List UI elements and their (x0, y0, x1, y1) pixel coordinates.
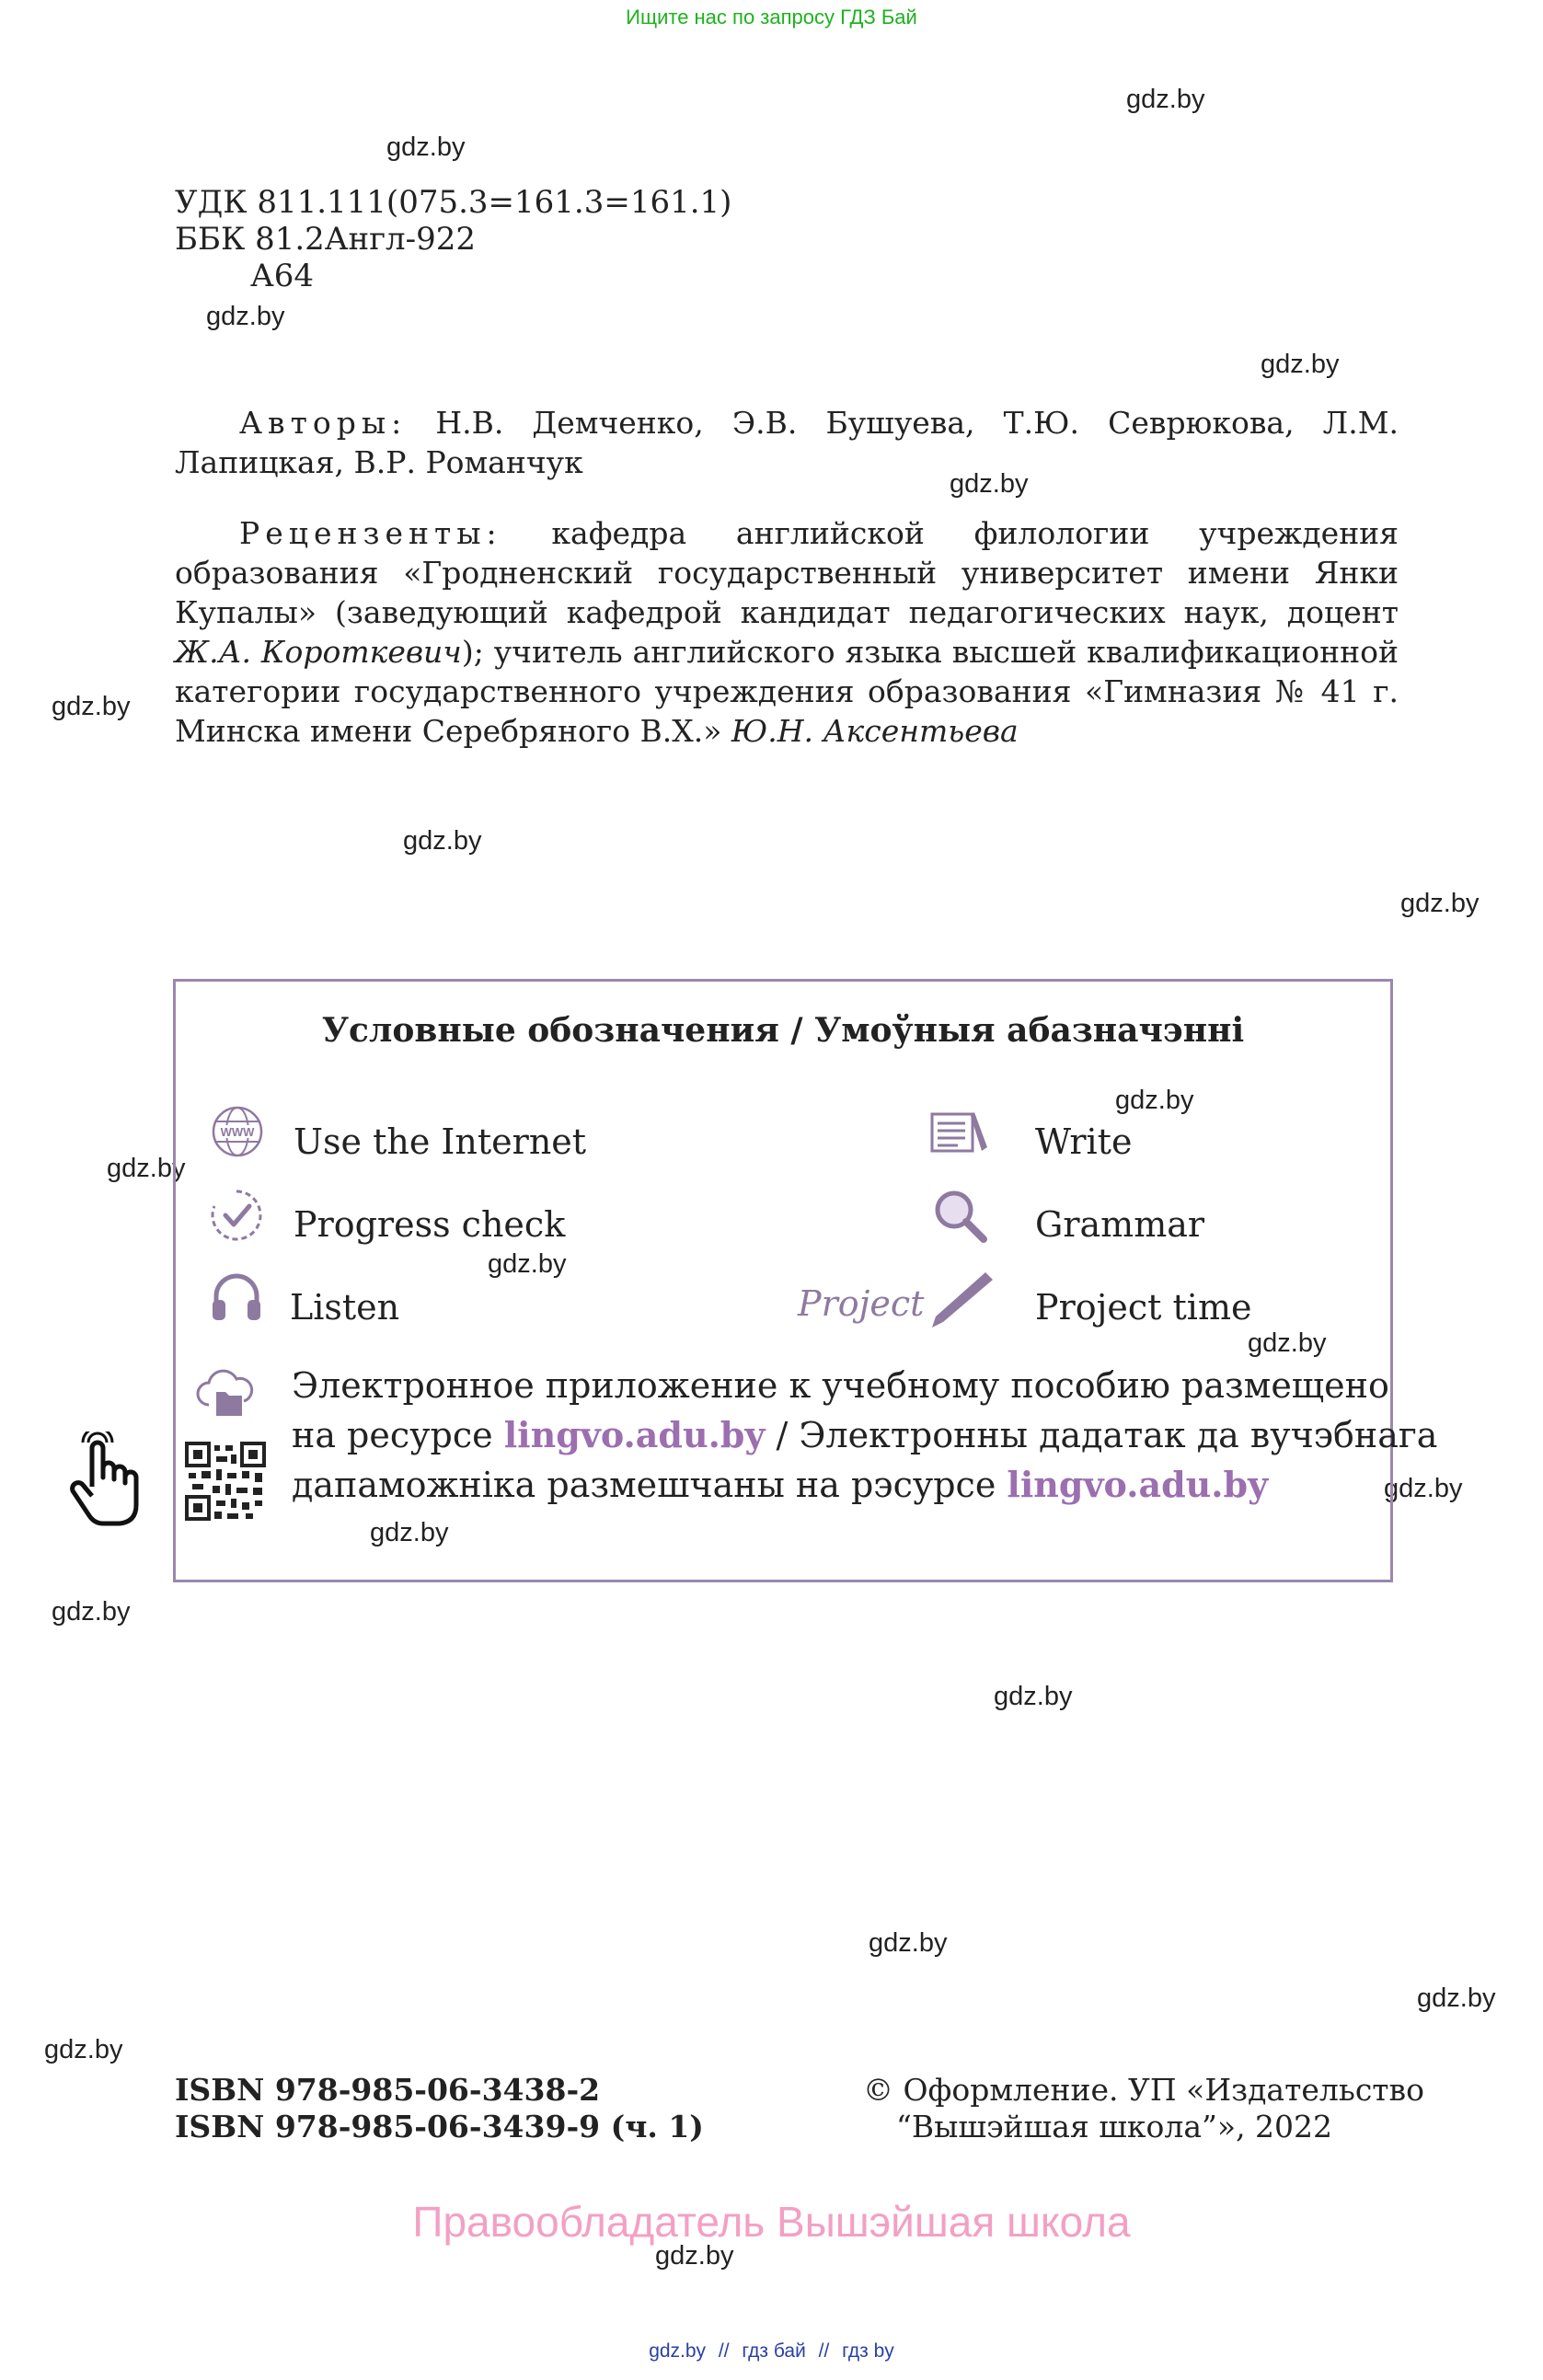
cloud-folder-icon (194, 1368, 257, 1420)
udk-code: УДК 811.111(075.3=161.3=161.1) (175, 184, 732, 221)
progress-check-icon (209, 1188, 264, 1243)
legend-label-internet: Use the Internet (294, 1121, 587, 1162)
watermark: gdz.by (52, 692, 131, 721)
watermark: gdz.by (1115, 1086, 1194, 1115)
headphones-icon (209, 1270, 264, 1326)
legend-title: Условные обозначения / Умоўныя абазначэнні (321, 1011, 1245, 1050)
rights-owner: Правообладатель Вышэйшая школа (412, 2198, 1131, 2246)
watermark: gdz.by (370, 1518, 449, 1547)
watermark: gdz.by (403, 826, 482, 856)
watermark: gdz.by (206, 302, 285, 331)
project-pen-icon (798, 1263, 1000, 1337)
footer-separator: // (818, 2340, 830, 2362)
reviewers-text-1: кафедра английской филологии учреждения образования «Гродненский государственный университет имени Янки Купалы» (заведующий кафедрой кандидат педагогических наук, доцент (175, 515, 1399, 630)
watermark: gdz.by (994, 1682, 1073, 1711)
eresource-text-post: / Электронны дадатак да вучэбнага (765, 1415, 1438, 1455)
watermark: gdz.by (52, 1597, 131, 1627)
watermark: gdz.by (869, 1928, 948, 1958)
watermark: gdz.by (1400, 889, 1480, 918)
watermark: gdz.by (1248, 1328, 1327, 1358)
magnifier-icon (932, 1188, 989, 1245)
bbk-code: ББК 81.2Англ-922 (175, 221, 477, 258)
eresource-line-3 (292, 1460, 1437, 1510)
project-icon-text: Project (798, 1283, 925, 1324)
reviewers-label: Рецензенты: (239, 515, 502, 551)
footer-links (0, 2340, 1543, 2363)
footer-separator: // (718, 2340, 730, 2362)
isbn-line-1: ISBN 978-985-06-3438-2 (175, 2072, 601, 2108)
legend-label-listen: Listen (290, 1287, 400, 1328)
copyright-line-1: © Оформление. УП «Издательство (863, 2072, 1425, 2108)
copyright-line-2: “Вышэйшая школа”», 2022 (896, 2109, 1333, 2144)
watermark: gdz.by (950, 469, 1029, 499)
eresource-line-1: Электронное приложение к учебному пособию размещено (292, 1365, 1389, 1406)
watermark: gdz.by (1417, 1983, 1496, 2013)
search-hint-link[interactable]: Ищите нас по запросу ГДЗ Бай (626, 6, 917, 29)
eresource-text (292, 1361, 1437, 1510)
watermark: gdz.by (655, 2241, 734, 2271)
lingvo-link-2[interactable]: lingvo.adu.by (1007, 1464, 1269, 1505)
hand-pointer-icon (66, 1431, 145, 1529)
authors-paragraph (175, 403, 1399, 482)
watermark: gdz.by (1126, 85, 1205, 114)
author-mark: А64 (250, 258, 315, 294)
reviewers-text-2: ); учитель английского языка высшей квалификационной категории государственного учреждения образования «Гимназия № 41 г. Минска имени Серебряного В.Х.» (175, 634, 1399, 749)
svg-text:WWW: WWW (220, 1125, 255, 1139)
watermark: gdz.by (44, 2035, 123, 2064)
authors-text: Н.В. Демченко, Э.В. Бушуева, Т.Ю. Севрюкова, Л.М. Лапицкая, В.Р. Романчук (175, 405, 1399, 480)
watermark: gdz.by (1261, 350, 1340, 379)
legend-label-write: Write (1035, 1121, 1133, 1162)
legend-label-project: Project time (1035, 1287, 1252, 1328)
footer-link-gdz-bai[interactable]: гдз бай (742, 2340, 806, 2362)
eresource-text-pre-2: дапаможніка размешчаны на рэсурсе (292, 1465, 1008, 1505)
footer-link-gdz-by[interactable]: гдз by (842, 2340, 894, 2362)
reviewer-name-2: Ю.Н. Аксентьева (731, 713, 1019, 749)
write-notebook-icon (930, 1110, 991, 1156)
watermark: gdz.by (1384, 1474, 1463, 1503)
legend-label-grammar: Grammar (1035, 1204, 1205, 1245)
qr-code-icon[interactable] (185, 1442, 266, 1521)
authors-label: Авторы: (239, 405, 408, 441)
watermark: gdz.by (107, 1154, 186, 1183)
eresource-text-pre: на ресурсе (292, 1415, 504, 1455)
reviewer-name-1: Ж.А. Короткевич (175, 634, 462, 670)
legend-label-progress: Progress check (294, 1204, 566, 1245)
lingvo-link-1[interactable]: lingvo.adu.by (503, 1414, 766, 1455)
reviewers-paragraph (175, 513, 1399, 751)
eresource-line-2 (292, 1410, 1437, 1460)
footer-link-gdz[interactable]: gdz.by (649, 2340, 707, 2362)
watermark: gdz.by (488, 1249, 567, 1279)
isbn-line-2: ISBN 978-985-06-3439-9 (ч. 1) (175, 2109, 704, 2144)
watermark: gdz.by (386, 132, 466, 162)
globe-www-icon (211, 1105, 264, 1158)
